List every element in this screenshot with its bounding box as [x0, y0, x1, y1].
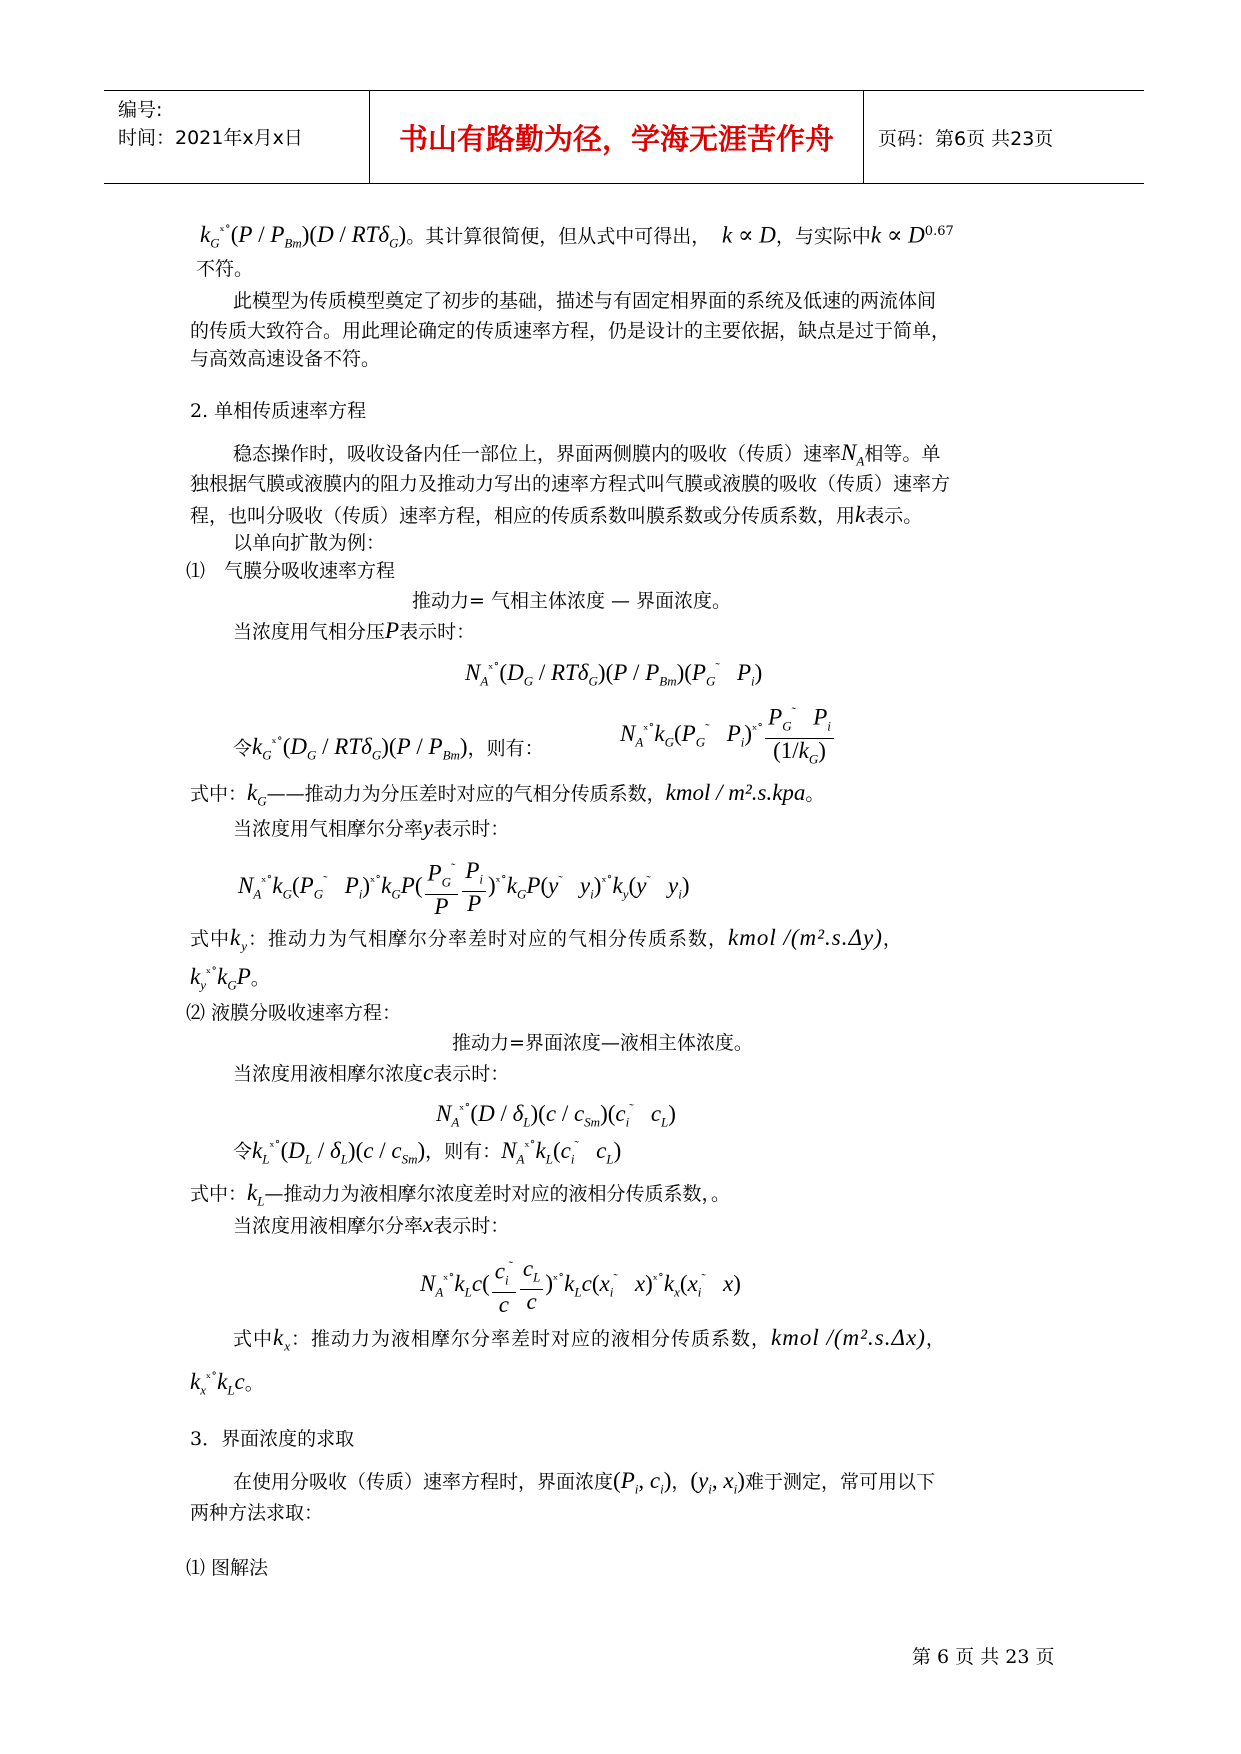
section3-title: 3．界面浓度的求取: [190, 1428, 355, 1450]
p1-end: 不符。: [196, 258, 254, 280]
equation-kg-def: 令$k_G^{ˣ˚}(D_G / RT\delta_G)(P / P_{Bm})$，则有：: [233, 734, 544, 763]
kg-description: 式中：$k_G——$推动力为分压差时对应的气相分传质系数，kmol / m².s.kpa。: [190, 780, 825, 809]
p3-line3: 程，也叫分吸收（传质）速率方程，相应的传质系数叫膜系数或分传质系数，用k表示。: [190, 502, 923, 527]
subsection3-title: ⑴ 图解法: [186, 1557, 269, 1579]
equation-kl-def: 令$k_L^{ˣ˚}(D_L / \delta_L)(c / c_{Sm})$，则有：$N_A^{ˣ˚}k_L(c_i^˜$ $c_L$): [233, 1137, 622, 1167]
subsection2-title: ⑵ 液膜分吸收速率方程：: [186, 1002, 402, 1024]
p2-line3: 与高效高速设备不符。: [190, 348, 381, 370]
ky-definition: $k_y^{ˣ˚}k_GP$。: [190, 964, 270, 993]
p3-line2: 独根据气膜或液膜内的阻力及推动力写出的速率方程式叫气膜或液膜的吸收（传质）速率方: [190, 473, 951, 495]
header-left-cell: [104, 91, 370, 183]
page-footer: 第 6 页 共 23 页: [912, 1646, 1055, 1668]
p4-line1: 在使用分吸收（传质）速率方程时，界面浓度($P_i$, $c_i$)，($y_i$, $x_i$)难于测定，常可用以下: [233, 1468, 935, 1497]
p2-line2: 的传质大致符合。用此理论确定的传质速率方程，仍是设计的主要依据，缺点是过于简单，: [190, 320, 951, 342]
kl-description: 式中：$k_L—$推动力为液相摩尔浓度差时对应的液相分传质系数，。: [190, 1180, 730, 1209]
subsection1-title: ⑴ 气膜分吸收速率方程: [186, 560, 396, 582]
equation-na-1: $N_A^{ˣ˚}(D_G / RT\delta_G)(P / P_{Bm})(P_G^˜$ $P_i$): [465, 659, 763, 689]
ky-description: 式中$k_y$：推动力为气相摩尔分率差时对应的气相分传质系数，kmol /(m².s.Δy)，: [190, 925, 903, 954]
liquid-drive-force: 推动力=界面浓度—液相主体浓度。: [452, 1032, 753, 1054]
c-intro: 当浓度用液相摩尔浓度c表示时：: [233, 1060, 510, 1085]
p4-line2: 两种方法求取：: [190, 1502, 324, 1524]
p3-line4: 以单向扩散为例：: [233, 532, 386, 554]
equation-na-c: $N_A^{ˣ˚}(D / \delta_L)(c / c_{Sm})(c_i^˜$ $c_L$): [436, 1100, 676, 1130]
y-intro: 当浓度用气相摩尔分率y表示时：: [233, 815, 510, 840]
p-intro: 当浓度用气相分压P表示时：: [233, 618, 476, 643]
number-label: 编号:: [118, 99, 163, 121]
formula-line-kg: $k_G^{ˣ˚}(P / P_{Bm})(D / RT\delta_G)$。其计算很简便，但从式中可得出， k ∝ D，与实际中$k \propto D^{0.67}$: [200, 222, 954, 251]
kx-definition: $k_x^{ˣ˚}k_Lc$。: [190, 1369, 264, 1398]
time-label: 时间：2021年x月x日: [118, 127, 303, 149]
section2-title: 2. 单相传质速率方程: [190, 400, 367, 422]
kx-description: 式中$k_x$：推动力为液相摩尔分率差时对应的液相分传质系数，kmol /(m².s.Δx)，: [233, 1325, 946, 1354]
p3-line1: 稳态操作时，吸收设备内任一部位上，界面两侧膜内的吸收（传质）速率$N_A$相等。单: [233, 440, 941, 469]
equation-na-ky: $N_A^{ˣ˚}k_G(P_G^˜$ $P_i)^{ˣ˚}k_GP$( $\frac{P_G^˜}{P}$ $\frac{P_i}{P}$ )$^{ˣ˚}k_GP(y^˜$ $y_i)^{ˣ˚}k_y(y^˜$ $y_i$): [238, 857, 690, 920]
equation-na-kg: $N_A^{ˣ˚}k_G(P_G^˜$ $P_i)^{ˣ˚}$ $\frac{P_G^˜ P_i}{(1/k_G)}$: [620, 700, 836, 772]
page-label: 页码：第6页 共23页: [878, 127, 1054, 150]
motto: 书山有路勤为径，学海无涯苦作舟: [370, 91, 864, 183]
x-intro: 当浓度用液相摩尔分率x表示时：: [233, 1212, 510, 1237]
p2-line1: 此模型为传质模型奠定了初步的基础，描述与有固定相界面的系统及低速的两流体间: [233, 290, 937, 312]
page-header: [104, 90, 1144, 184]
gas-drive-force: 推动力= 气相主体浓度 — 界面浓度。: [412, 590, 732, 612]
equation-na-kx: $N_A^{ˣ˚}k_Lc$( $\frac{c_i^˜}{c}$ $\frac{c_L}{c}$ )$^{ˣ˚}k_Lc(x_i^˜$ $x)^{ˣ˚}k_x(x_i^˜$ x): [420, 1255, 741, 1318]
